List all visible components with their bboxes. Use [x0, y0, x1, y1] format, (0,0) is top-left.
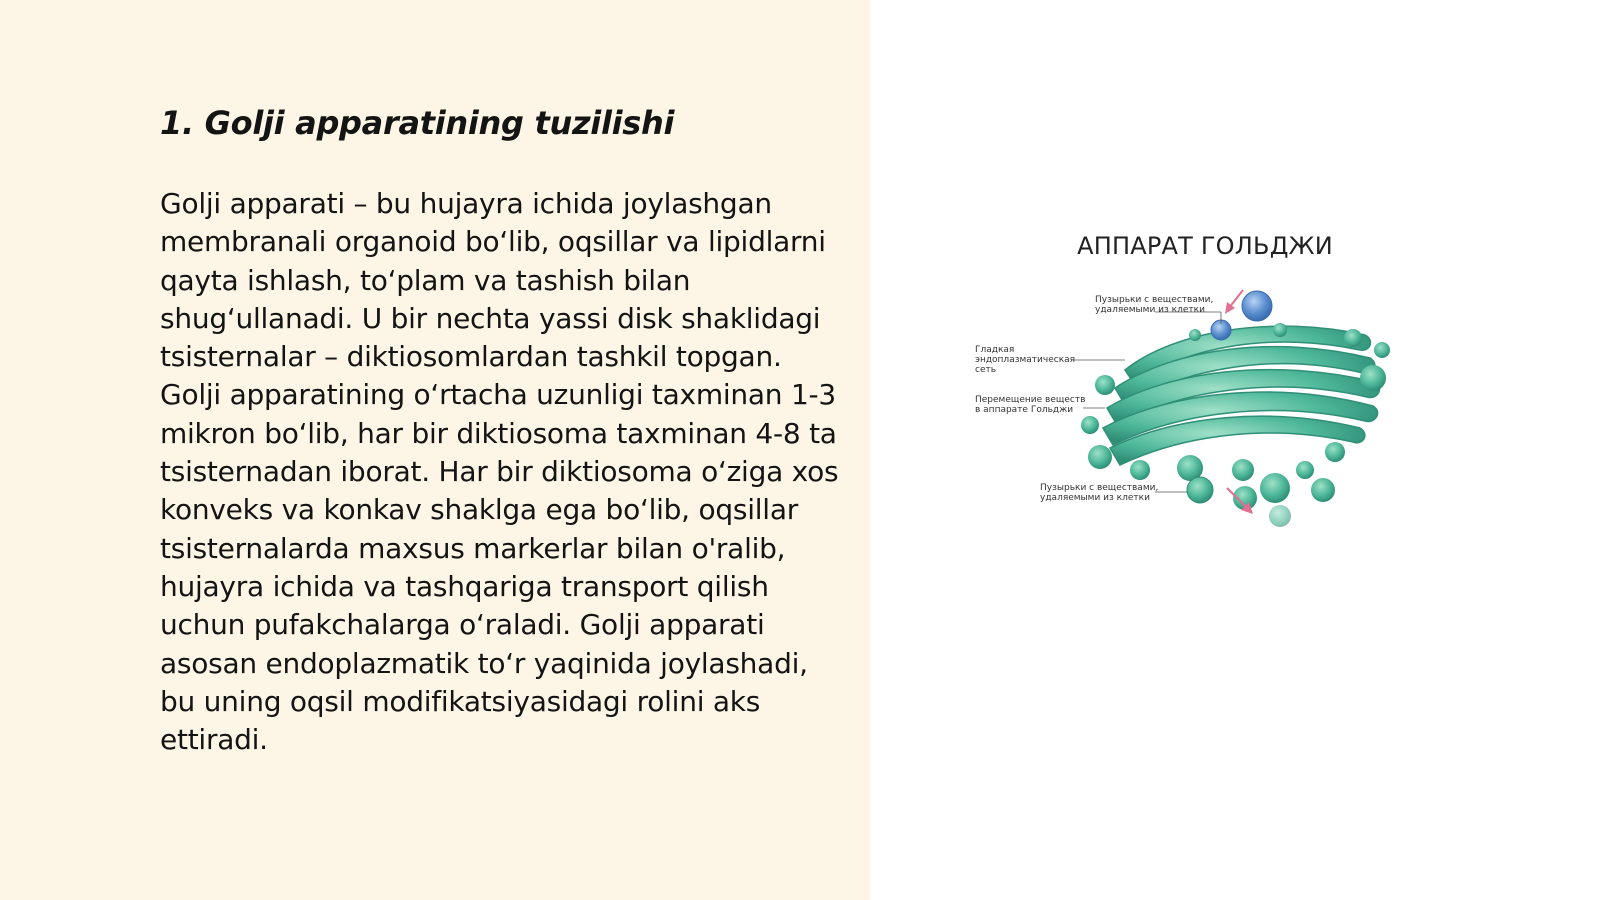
- label-smooth-er-line3: сеть: [975, 365, 997, 375]
- label-smooth-er-line1: Гладкая: [975, 345, 1015, 355]
- label-transport-line2: в аппарате Гольджи: [975, 405, 1074, 415]
- slide-title: 1. Golji apparatining tuzilishi: [160, 104, 675, 142]
- figure-title: АППАРАТ ГОЛЬДЖИ: [1077, 232, 1333, 260]
- golgi-figure: [975, 220, 1435, 540]
- label-exported-vesicles-bottom-line2: удаляемыми из клетки: [1040, 493, 1150, 503]
- label-smooth-er-line2: эндоплазматическая: [975, 355, 1076, 365]
- label-exported-vesicles-bottom-line1: Пузырьки с веществами,: [1040, 483, 1159, 493]
- label-transport-line1: Перемещение веществ: [975, 395, 1086, 405]
- slide-body-text: Golji apparati – bu hujayra ichida joylashgan membranali organoid bo‘lib, oqsillar va lipidlarni qayta ishlash, to‘plam va tashish bilan shug‘ullanadi. U bir nechta yassi disk shaklidagi tsisternalar – diktiosomlardan tashkil topgan. Golji apparatining o‘rtacha uzunligi taxminan 1-3 mikron bo‘lib, har bir diktiosoma taxminan 4-8 ta tsisternadan iborat. Har bir diktiosoma o‘ziga xos konveks va konkav shaklga ega bo‘lib, oqsillar tsisternalarda maxsus markerlar bilan o'ralib, hujayra ichida va tashqariga transport qilish uchun pufakchalarga o‘raladi. Golji apparati asosan endoplazmatik to‘r yaqinida joylashadi, bu uning oqsil modifikatsiyasidagi rolini aks ettiradi.: [160, 187, 839, 757]
- label-exported-vesicles-top-line1: Пузырьки с веществами,: [1095, 295, 1214, 305]
- label-exported-vesicles-top-line2: удаляемыми из клетки: [1095, 305, 1205, 315]
- golgi-illustration: [975, 220, 1435, 540]
